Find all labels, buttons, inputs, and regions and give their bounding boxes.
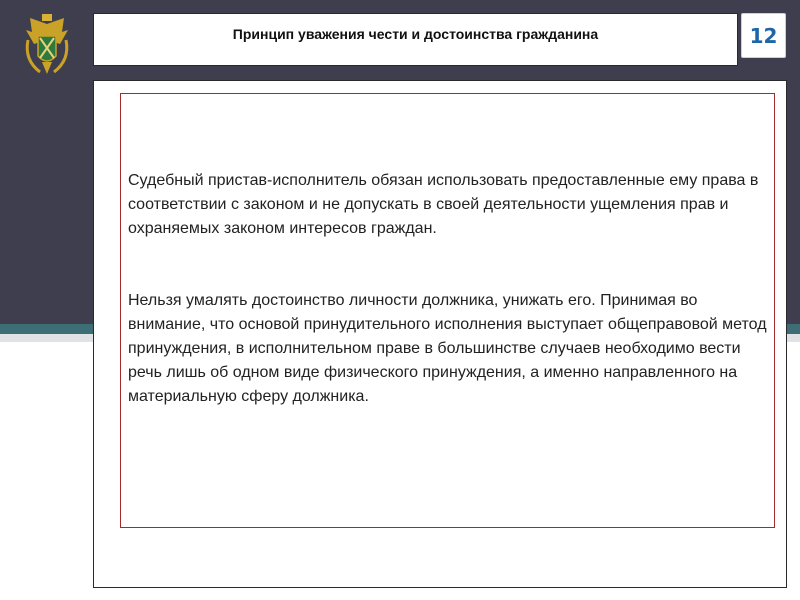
slide-number: 12 — [749, 24, 778, 48]
page-title: Принцип уважения чести и достоинства гражданина — [232, 26, 599, 42]
title-bar — [93, 13, 738, 66]
slide-number-badge — [741, 13, 786, 58]
paragraph-duty: Судебный пристав-исполнитель обязан использовать предоставленные ему права в соответствии с законом и не допускать в своей деятельности ущемления прав и охраняемых законом интересов граждан. — [128, 172, 759, 237]
paragraph-dignity: Нельзя умалять достоинство личности должника, унижать его. Принимая во внимание, что основой принудительного исполнения выступает общеправовой метод принуждения, в исполнительном праве в большинстве случаев необходимо вести речь лишь об одном виде физического принуждения, а именно направленного на материальную сферу должника. — [128, 292, 767, 405]
double-headed-eagle-emblem-icon — [20, 10, 74, 80]
